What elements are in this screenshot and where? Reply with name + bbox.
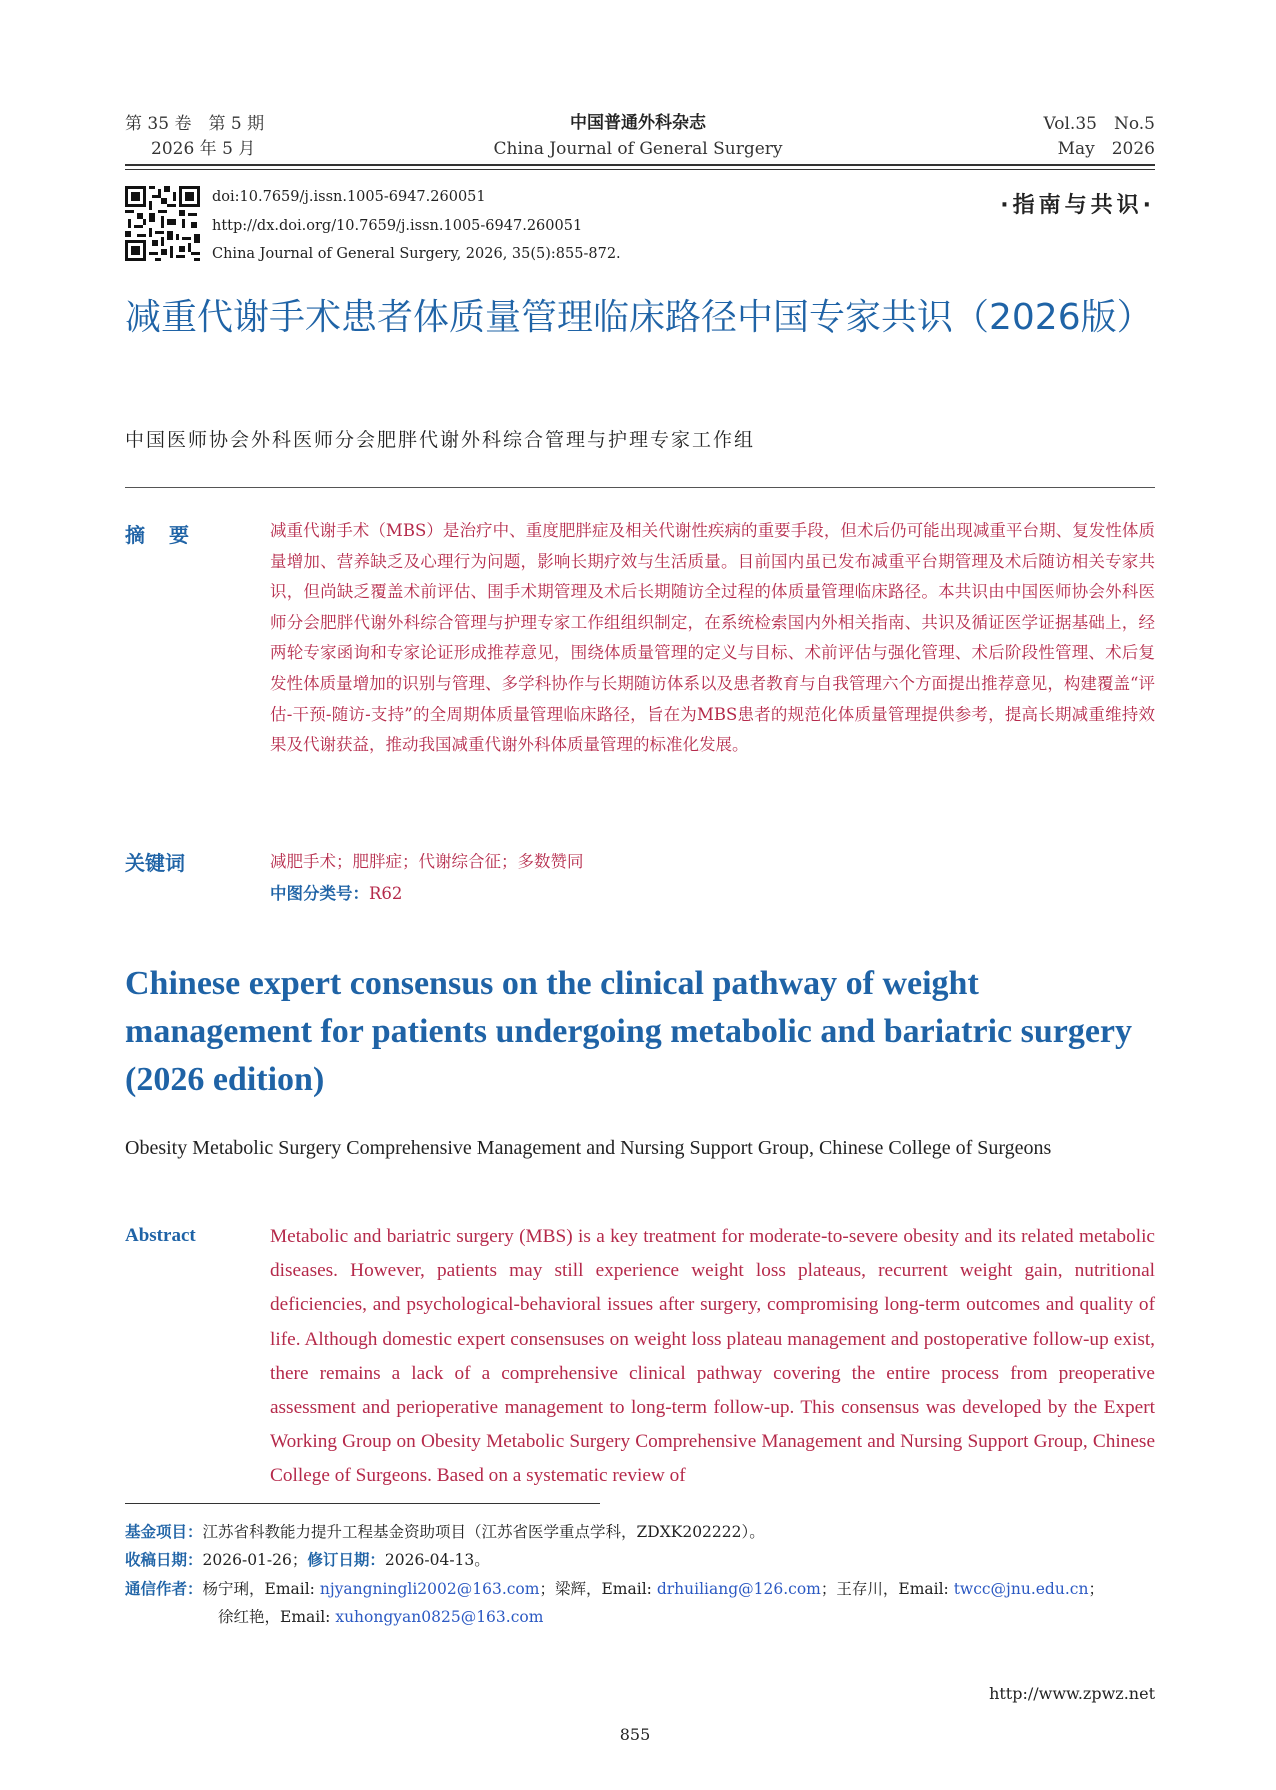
volume-issue-cn: 第 35 卷 第 5 期 <box>125 114 265 134</box>
journal-name-cn: 中国普通外科杂志 <box>570 113 706 133</box>
authors-cn: 中国医师协会外科医师分会肥胖代谢外科综合管理与护理专家工作组 <box>125 429 756 451</box>
received-date: 2026-01-26； <box>202 1551 308 1569</box>
keywords-label-cn: 关键词 <box>125 851 185 875</box>
header-rule-thin <box>125 169 1155 170</box>
doi-link[interactable]: http://dx.doi.org/10.7659/j.issn.1005-6947.260051 <box>212 217 583 234</box>
header-right <box>1030 112 1155 162</box>
separator: ； <box>1088 1580 1104 1598</box>
authors-en: Obesity Metabolic Surgery Comprehensive Management and Nursing Support Group, Chinese College of Surgeons <box>125 1137 1052 1159</box>
title-cn: 减重代谢手术患者体质量管理临床路径中国专家共识（2026版） <box>125 297 1153 338</box>
section-divider <box>125 487 1155 488</box>
revised-date: 2026-04-13。 <box>384 1551 490 1569</box>
dates-footnote <box>125 1546 1155 1574</box>
clc-number <box>270 880 402 904</box>
abstract-label-cn: 摘要 <box>125 523 213 547</box>
qr-code-icon <box>125 186 200 261</box>
funding-label: 基金项目： <box>125 1523 203 1541</box>
received-label: 收稿日期： <box>125 1551 203 1569</box>
header-rule-thick <box>125 164 1155 166</box>
corr-author-email[interactable]: xuhongyan0825@163.com <box>335 1608 544 1626</box>
corresponding-footnote <box>125 1575 1155 1631</box>
clc-value: R62 <box>369 884 403 903</box>
separator: ； <box>539 1580 555 1598</box>
volume-issue-en: Vol.35 No.5 <box>1043 114 1155 134</box>
footnote-rule <box>125 1503 600 1504</box>
abstract-text-cn: 减重代谢手术（MBS）是治疗中、重度肥胖症及相关代谢性疾病的重要手段，但术后仍可能出现减重平台期、复发性体质量增加、营养缺乏及心理行为问题，影响长期疗效与生活质量。目前国内虽已发布减重平台期管理及术后随访相关专家共识，但尚缺乏覆盖术前评估、围手术期管理及术后长期随访全过程的体质量管理临床路径。本共识由中国医师协会外科医师分会肥胖代谢外科综合管理与护理专家工作组组织制定，在系统检索国内外相关指南、共识及循证医学证据基础上，经两轮专家函询和专家论证形成推荐意见，围绕体质量管理的定义与目标、术前评估与强化管理、术后阶段性管理、术后复发性体质量增加的识别与管理、多学科协作与长期随访体系以及患者教育与自我管理六个方面提出推荐意见，构建覆盖“评估-干预-随访-支持”的全周期体质量管理临床路径，旨在为MBS患者的规范化体质量管理提供参考，提高长期减重维持效果及代谢获益，推动我国减重代谢外科体质量管理的标准化发展。 <box>270 521 1155 755</box>
citation-block <box>212 183 621 269</box>
title-en: Chinese expert consensus on the clinical pathway of weight management for patients undergoing metabolic and bariatric surgery (2026 edition) <box>125 965 1133 1098</box>
funding-footnote <box>125 1518 1155 1546</box>
abstract-text-en: Metabolic and bariatric surgery (MBS) is a key treatment for moderate-to-severe obesity and its related metabolic diseases. However, patients may still experience weight loss plateaus, recurrent weight gain, nutritional deficiencies, and psychological-behavioral issues after surgery, compromising long-term outcomes and quality of life. Although domestic expert consensuses on weight loss plateau management and postoperative follow-up exist, there remains a lack of a comprehensive clinical pathway covering the entire process from preoperative assessment and perioperative management to long-term follow-up. This consensus was developed by the Expert Working Group on Obesity Metabolic Surgery Comprehensive Management and Nursing Support Group, Chinese College of Surgeons. Based on a systematic review of <box>270 1226 1155 1487</box>
citation-ref: China Journal of General Surgery, 2026, 35(5):855-872. <box>212 246 621 262</box>
date-en: May 2026 <box>1057 139 1155 159</box>
corr-author-email[interactable]: twcc@jnu.edu.cn <box>953 1580 1089 1598</box>
separator: ； <box>820 1580 837 1598</box>
corr-author-name: 梁辉，Email: <box>554 1580 657 1598</box>
abstract-label-en: Abstract <box>125 1225 196 1246</box>
clc-label: 中图分类号： <box>270 884 369 903</box>
journal-name-en: China Journal of General Surgery <box>493 139 783 159</box>
corresponding-label: 通信作者： <box>125 1580 203 1598</box>
section-tag: ·指南与共识· <box>1000 193 1155 218</box>
journal-website[interactable]: http://www.zpwz.net <box>989 1684 1155 1703</box>
date-cn: 2026 年 5 月 <box>151 139 256 159</box>
header-center <box>488 110 788 162</box>
revised-label: 修订日期： <box>307 1551 385 1569</box>
corr-author-email[interactable]: drhuiliang@126.com <box>656 1580 821 1598</box>
funding-text: 江苏省科教能力提升工程基金资助项目（江苏省医学重点学科，ZDXK202222）。 <box>202 1523 765 1541</box>
corr-author-name: 杨宁琍，Email: <box>202 1580 320 1598</box>
keywords-text-cn: 减肥手术；肥胖症；代谢综合征；多数赞同 <box>270 852 584 871</box>
page-number: 855 <box>619 1725 651 1744</box>
corr-continued <box>125 1603 1155 1631</box>
corr-author-email[interactable]: njyangningli2002@163.com <box>319 1580 540 1598</box>
doi-text: doi:10.7659/j.issn.1005-6947.260051 <box>212 189 486 205</box>
header-left <box>125 112 264 162</box>
corr-author-name: 王存川，Email: <box>836 1580 954 1598</box>
corr-author-name: 徐红艳，Email: <box>218 1608 336 1626</box>
